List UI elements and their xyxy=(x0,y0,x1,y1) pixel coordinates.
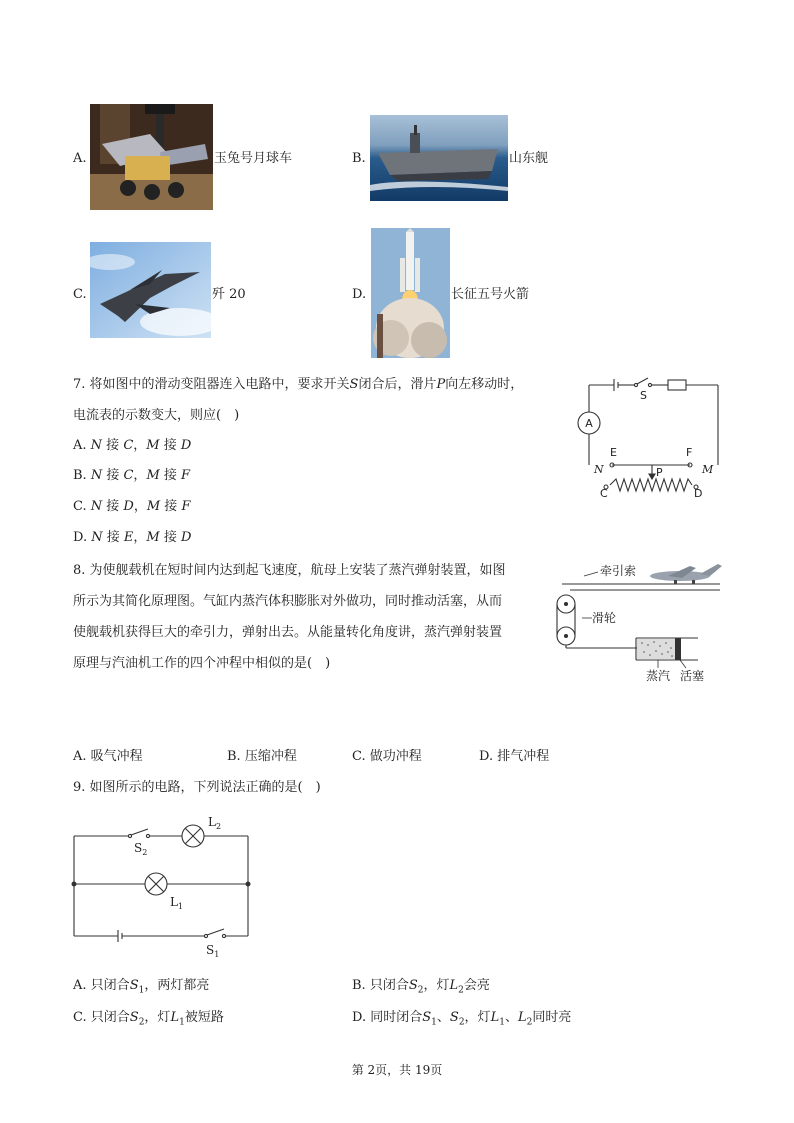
subscript: 2 xyxy=(526,1017,533,1028)
piston-label: 活塞 xyxy=(680,669,705,683)
switch-s1-sub: 1 xyxy=(214,950,220,959)
option-d xyxy=(73,529,191,547)
switch-symbol: S xyxy=(408,978,418,993)
option-text: ， xyxy=(133,468,147,483)
terminal: N xyxy=(90,438,103,453)
option-a xyxy=(73,977,209,1000)
slider-p-label: P xyxy=(656,466,663,479)
stem-text: 7. 将如图中的滑动变阻器连入电路中，要求开关 xyxy=(73,377,350,392)
terminal-m-label: M xyxy=(702,463,714,476)
pulley-label: 滑轮 xyxy=(592,611,617,625)
lamp-l1-label xyxy=(170,895,183,911)
steam-label: 蒸汽 xyxy=(646,669,671,683)
option-c xyxy=(73,1009,224,1032)
option-text: 吸气冲程 xyxy=(90,749,143,764)
terminal: M xyxy=(146,499,161,514)
option-letter: C. xyxy=(352,749,366,764)
subscript: 1 xyxy=(499,1017,505,1028)
option-letter: A. xyxy=(73,978,87,993)
option-text: 只闭合 xyxy=(90,1010,130,1025)
option-letter: B. xyxy=(352,978,366,993)
option-text: 被短路 xyxy=(184,1010,224,1025)
terminal: M xyxy=(146,530,160,545)
option-b xyxy=(352,977,490,1000)
cable-label: 牵引索 xyxy=(600,564,637,578)
subscript: 2 xyxy=(458,1017,465,1028)
option-text: ， xyxy=(133,438,147,453)
option-c xyxy=(352,748,422,766)
switch-symbol: S xyxy=(129,978,139,993)
option-c xyxy=(73,498,190,516)
option-text: 做功冲程 xyxy=(369,749,422,764)
stem-var: P xyxy=(436,377,446,392)
option-text: 接 xyxy=(102,438,124,453)
stem-var: S xyxy=(349,377,359,392)
option-text: 接 xyxy=(102,468,124,483)
terminal: C xyxy=(123,468,134,483)
option-letter: C. xyxy=(73,1010,87,1025)
switch-s1-label xyxy=(206,943,219,959)
rocket-launch-photo xyxy=(371,228,450,358)
option-letter: C. xyxy=(73,499,87,514)
option-label: 歼 20 xyxy=(212,287,246,302)
option-text: 压缩冲程 xyxy=(244,749,297,764)
lunar-rover-photo xyxy=(90,104,213,210)
option-a xyxy=(73,748,143,766)
switch-s2-label xyxy=(134,841,147,857)
option-letter: B. xyxy=(352,151,366,166)
option-letter: D. xyxy=(352,287,367,302)
terminal: D xyxy=(123,499,134,514)
option-text: 只闭合 xyxy=(369,978,409,993)
terminal: C xyxy=(123,438,134,453)
terminal: E xyxy=(123,530,134,545)
terminal: D xyxy=(180,530,192,545)
ammeter-label: A xyxy=(585,417,593,430)
terminal: F xyxy=(181,468,191,483)
subscript: 2 xyxy=(417,985,424,996)
parallel-circuit-diagram xyxy=(68,812,258,960)
option-b xyxy=(73,467,190,485)
page-footer: 第 2页，共 19页 xyxy=(351,1063,443,1077)
terminal: N xyxy=(90,499,103,514)
stem-text: 向左移动时， xyxy=(445,377,524,392)
switch-label: S xyxy=(640,389,647,402)
terminal-d-label: D xyxy=(694,487,703,500)
lamp-l2-letter: L xyxy=(208,815,216,829)
option-d xyxy=(479,748,549,766)
option-letter: B. xyxy=(227,749,241,764)
option-text: 接 xyxy=(159,530,181,545)
option-a xyxy=(73,437,191,455)
aircraft-carrier-photo xyxy=(370,115,508,201)
option-text: ，灯 xyxy=(144,1010,171,1025)
switch-s2-letter: S xyxy=(134,841,143,855)
option-label: 山东舰 xyxy=(509,151,549,166)
option-text: 会亮 xyxy=(463,978,490,993)
rheostat-circuit-diagram xyxy=(572,375,722,500)
option-d xyxy=(352,1009,571,1032)
option-text: ，两灯都亮 xyxy=(144,978,210,993)
terminal: D xyxy=(180,438,192,453)
option-letter: D. xyxy=(352,1010,367,1025)
option-text: 接 xyxy=(159,468,182,483)
option-text: ，灯 xyxy=(423,978,450,993)
question-stem: 9. 如图所示的电路，下列说法正确的是( ) xyxy=(73,780,321,795)
switch-s1-letter: S xyxy=(206,943,215,957)
lamp-symbol: L xyxy=(449,978,459,993)
option-text: 、 xyxy=(504,1010,518,1025)
option-text: 只闭合 xyxy=(90,978,130,993)
option-letter: C. xyxy=(73,287,87,302)
switch-s2-sub: 2 xyxy=(142,848,148,857)
lamp-symbol: L xyxy=(517,1010,527,1025)
question-stem-line: 原理与汽油机工作的四个冲程中相似的是( ) xyxy=(73,656,331,671)
option-text: ， xyxy=(133,499,147,514)
fighter-jet-photo xyxy=(90,242,211,338)
subscript: 1 xyxy=(138,985,145,996)
option-text: ，灯 xyxy=(464,1010,491,1025)
terminal: N xyxy=(91,530,103,545)
subscript: 1 xyxy=(431,1017,437,1028)
option-letter: A. xyxy=(73,749,87,764)
terminal-f-label: F xyxy=(686,446,693,459)
switch-symbol: S xyxy=(422,1010,432,1025)
lamp-symbol: L xyxy=(490,1010,500,1025)
lamp-symbol: L xyxy=(170,1010,180,1025)
terminal: N xyxy=(90,468,103,483)
question-stem-line: 使舰载机获得巨大的牵引力，弹射出去。从能量转化角度讲，蒸汽弹射装置 xyxy=(73,625,503,640)
option-text: 同时闭合 xyxy=(370,1010,423,1025)
steam-catapult-diagram xyxy=(550,560,725,685)
terminal-n-label: N xyxy=(594,463,604,476)
subscript: 2 xyxy=(138,1017,145,1028)
option-text: 同时亮 xyxy=(532,1010,572,1025)
terminal-c-label: C xyxy=(600,487,608,500)
option-letter: A. xyxy=(73,438,87,453)
switch-symbol: S xyxy=(449,1010,459,1025)
lamp-l2-sub: 2 xyxy=(215,822,222,831)
option-b xyxy=(227,748,297,766)
option-letter: D. xyxy=(73,530,88,545)
terminal: F xyxy=(181,499,191,514)
option-text: 接 xyxy=(160,499,182,514)
option-text: ， xyxy=(133,530,147,545)
airplane-icon xyxy=(650,564,722,584)
option-label: 玉兔号月球车 xyxy=(214,151,293,166)
option-text: 、 xyxy=(436,1010,450,1025)
lamp-l1-letter: L xyxy=(170,895,178,909)
lamp-l1-sub: 1 xyxy=(177,902,184,911)
question-stem-line: 8. 为使舰载机在短时间内达到起飞速度，航母上安装了蒸汽弹射装置，如图 xyxy=(73,563,506,578)
option-text: 接 xyxy=(102,499,124,514)
option-letter: A. xyxy=(73,151,87,166)
option-text: 接 xyxy=(102,530,124,545)
terminal: M xyxy=(146,438,160,453)
terminal: M xyxy=(146,468,160,483)
option-text: 排气冲程 xyxy=(497,749,550,764)
subscript: 2 xyxy=(458,985,464,996)
subscript: 1 xyxy=(179,1017,185,1028)
stem-text: 闭合后，滑片 xyxy=(358,377,437,392)
terminal-e-label: E xyxy=(610,446,617,459)
question-stem-line2: 电流表的示数变大，则应( ) xyxy=(73,408,240,423)
option-letter: B. xyxy=(73,468,87,483)
switch-symbol: S xyxy=(129,1010,139,1025)
option-letter: D. xyxy=(479,749,494,764)
option-label: 长征五号火箭 xyxy=(451,287,530,302)
question-stem-line: 所示为其简化原理图。气缸内蒸汽体积膨胀对外做功，同时推动活塞，从而 xyxy=(73,594,503,609)
option-text: 接 xyxy=(159,438,181,453)
question-stem xyxy=(73,376,523,394)
lamp-l2-label xyxy=(208,815,221,831)
